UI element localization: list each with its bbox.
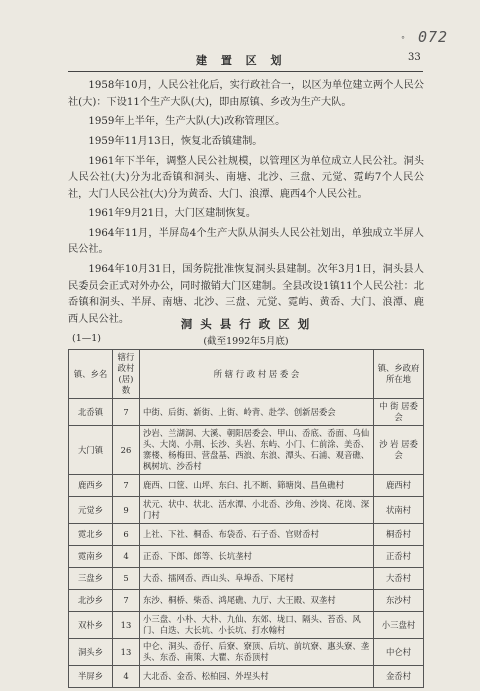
village-count: 4 [113,546,140,568]
town-name: 半屏乡 [69,666,113,688]
village-list: 小三盘、小朴、大朴、九仙、东郊、垅口、隔头、苔岙、风门、白迭、大长坑、小长坑、打水翰村 [140,612,374,639]
seat-location: 大岙村 [374,568,424,590]
village-count: 13 [113,639,140,666]
village-count: 26 [113,426,140,475]
seat-location: 小三盘村 [374,612,424,639]
table-row [69,590,424,612]
village-count: 5 [113,568,140,590]
table-row [69,568,424,590]
table-row [69,546,424,568]
header-villages: 所 辖 行 政 村 居 委 会 [140,350,374,399]
village-list: 正岙、下郎、郎等、长坑垄村 [140,546,374,568]
village-count: 9 [113,497,140,524]
page-number: 33 [408,52,421,63]
village-list: 东沙、桐桥、柴岙、鸿尾礁、九厅、大王殿、双垄村 [140,590,374,612]
seat-location: 状南村 [374,497,424,524]
village-list: 状元、状中、状北、活水潭、小北岙、沙角、沙岗、花岗、深门村 [140,497,374,524]
handwritten-number: 072 [418,28,449,46]
seat-location: 东沙村 [374,590,424,612]
seat-location: 金岙村 [374,666,424,688]
paragraph: 1964年11月，半屏岛4个生产大队从洞头人民公社划出，单独成立半屏人民公社。 [68,227,424,256]
header-rule [68,71,423,72]
table-number: (1—1) [72,333,102,344]
village-count: 6 [113,524,140,546]
header-seat: 镇、乡政府所在地 [374,350,424,399]
village-list: 沙岩、兰湖洞、大溪、朝阳居委会、甲山、岙底、岙面、乌仙头、大岗、小荆、长沙、头岩、东屿、小门、仁前涂、美岙、寨楼、杨梅田、营盘基、西浪、东浪、潭头、石浦、观音礁、枫树坑、沙岙村 [140,426,374,475]
table-row [69,524,424,546]
village-count: 7 [113,399,140,426]
table-row [69,426,424,475]
village-list: 大岙、擂网岙、西山头、阜埠岙、下尾村 [140,568,374,590]
village-count: 7 [113,590,140,612]
town-name: 霓北乡 [69,524,113,546]
table-row [69,639,424,666]
table-row [69,666,424,688]
paragraph: 1961年9月21日，大门区建制恢复。 [88,208,257,220]
page-dot-mark: ° [401,35,405,44]
table-date-note: (截至1992年5月底) [203,336,289,347]
body-text [68,78,424,331]
town-name: 北沙乡 [69,590,113,612]
paragraph: 1961年下半年，调整人民公社规模，以管理区为单位成立人民公社。洞头人民公社(大)分为北岙镇和洞头、南塘、北沙、三盘、元觉、霓屿7个人民公社，大门人民公社(大)分为黄岙、大门、浪潭、鹿西4个人民公社。 [68,155,424,200]
table-header-row [69,350,424,399]
town-name: 元觉乡 [69,497,113,524]
admin-division-table [68,349,424,688]
village-count: 13 [113,612,140,639]
town-name: 鹿西乡 [69,475,113,497]
village-list: 中仑、洞头、岙仔、后寮、寮顶、后坑、前坑寮、惠头寮、垄头、东岙、南策、大瞿、东岙顶村 [140,639,374,666]
town-name: 霓南乡 [69,546,113,568]
header-title: 建 置 区 划 [196,54,287,67]
seat-location: 桐岙村 [374,524,424,546]
village-list: 中街、后街、新街、上街、岭背、赴学、创新居委会 [140,399,374,426]
header-name: 镇、乡名 [69,350,113,399]
seat-location: 正岙村 [374,546,424,568]
running-header [68,52,422,68]
seat-location: 沙 岩 居委会 [374,426,424,475]
table-row [69,399,424,426]
seat-location: 鹿西村 [374,475,424,497]
town-name: 北岙镇 [69,399,113,426]
paragraph: 1958年10月，人民公社化后，实行政社合一，以区为单位建立两个人民公社(大)：下设11个生产大队(大)，即由原镇、乡改为生产大队。 [68,80,424,108]
town-name: 洞头乡 [69,639,113,666]
paragraph: 1959年上半年，生产大队(大)改称管理区。 [88,116,286,128]
table-row [69,612,424,639]
table-row [69,475,424,497]
village-list: 鹿西、口筐、山坪、东臼、扎不断、筛塘岗、昌鱼礁村 [140,475,374,497]
town-name: 三盘乡 [69,568,113,590]
village-count: 7 [113,475,140,497]
village-list: 大北岙、金岙、松柏园、外埕头村 [140,666,374,688]
paragraph: 1964年10月31日，国务院批准恢复洞头县建制。次年3月1日，洞头县人民委员会正式对外办公，同时撤销大门区建制。全县改设1镇11个人民公社：北岙镇和洞头、半屏、南塘、北沙、三盘、元觉、霓屿、黄岙、大门、浪潭、鹿西人民公社。 [68,264,424,325]
village-list: 上社、下社、桐岙、布袋岙、石子岙、官财岙村 [140,524,374,546]
table-title: 洞 头 县 行 政 区 划 [180,317,312,331]
seat-location: 中仑村 [374,639,424,666]
paragraph: 1959年11月13日，恢复北岙镇建制。 [88,135,263,147]
village-count: 4 [113,666,140,688]
town-name: 大门镇 [69,426,113,475]
seat-location: 中 街 居委会 [374,399,424,426]
header-count: 辖行政村(居)数 [113,350,140,399]
town-name: 双朴乡 [69,612,113,639]
table-row [69,497,424,524]
